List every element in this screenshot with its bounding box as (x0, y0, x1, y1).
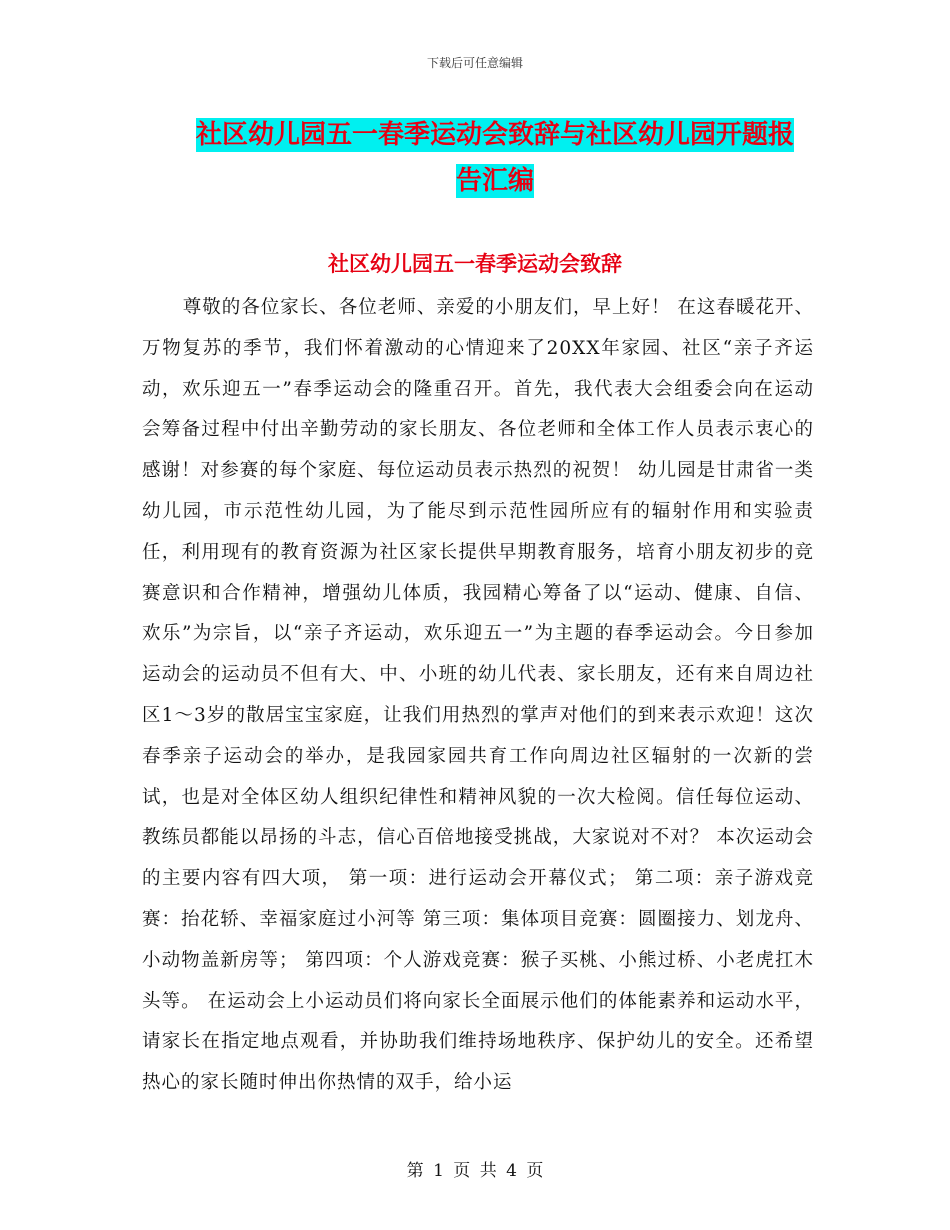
page-footer: 第 1 页 共 4 页 (406, 1161, 544, 1181)
document-title (185, 112, 805, 204)
body-paragraph: 尊敬的各位家长、各位老师、亲爱的小朋友们，早上好！ 在这春暖花开、万物复苏的季节，我们怀着激动的心情迎来了20XX年家园、社区“亲子齐运动，欢乐迎五一”春季运动会的隆重召开。首先，我代表大会组委会向在运动会筹备过程中付出辛勤劳动的家长朋友、各位老师和全体工作人员表示衷心的感谢！对参赛的每个家庭、每位运动员表示热烈的祝贺！ 幼儿园是甘肃省一类幼儿园，市示范性幼儿园，为了能尽到示范性园所应有的辐射作用和实验责任，利用现有的教育资源为社区家长提供早期教育服务，培育小朋友初步的竞赛意识和合作精神，增强幼儿体质，我园精心筹备了以“运动、健康、自信、欢乐”为宗旨，以“亲子齐运动，欢乐迎五一”为主题的春季运动会。今日参加运动会的运动员不但有大、中、小班的幼儿代表、家长朋友，还有来自周边社区1～3岁的散居宝宝家庭，让我们用热烈的掌声对他们的到来表示欢迎！这次春季亲子运动会的举办，是我园家园共育工作向周边社区辐射的一次新的尝试，也是对全体区幼人组织纪律性和精神风貌的一次大检阅。信任每位运动、教练员都能以昂扬的斗志，信心百倍地接受挑战，大家说对不对？ 本次运动会的主要内容有四大项， 第一项：进行运动会开幕仪式； 第二项：亲子游戏竞赛：抬花轿、幸福家庭过小河等 第三项：集体项目竞赛：圆圈接力、划龙舟、小动物盖新房等； 第四项：个人游戏竞赛：猴子买桃、小熊过桥、小老虎扛木头等。 在运动会上小运动员们将向家长全面展示他们的体能素养和运动水平，请家长在指定地点观看，并协助我们维持场地秩序、保护幼儿的安全。还希望热心的家长随时伸出你热情的双手，给小运 (142, 297, 814, 1094)
header-note: 下载后可任意编辑 (426, 56, 523, 70)
document-title-line-1: 社区幼儿园五一春季运动会致辞与社区幼儿园开题报 (195, 120, 794, 150)
section-title: 社区幼儿园五一春季运动会致辞 (328, 252, 622, 276)
document-title-line-2: 告汇编 (455, 166, 534, 196)
